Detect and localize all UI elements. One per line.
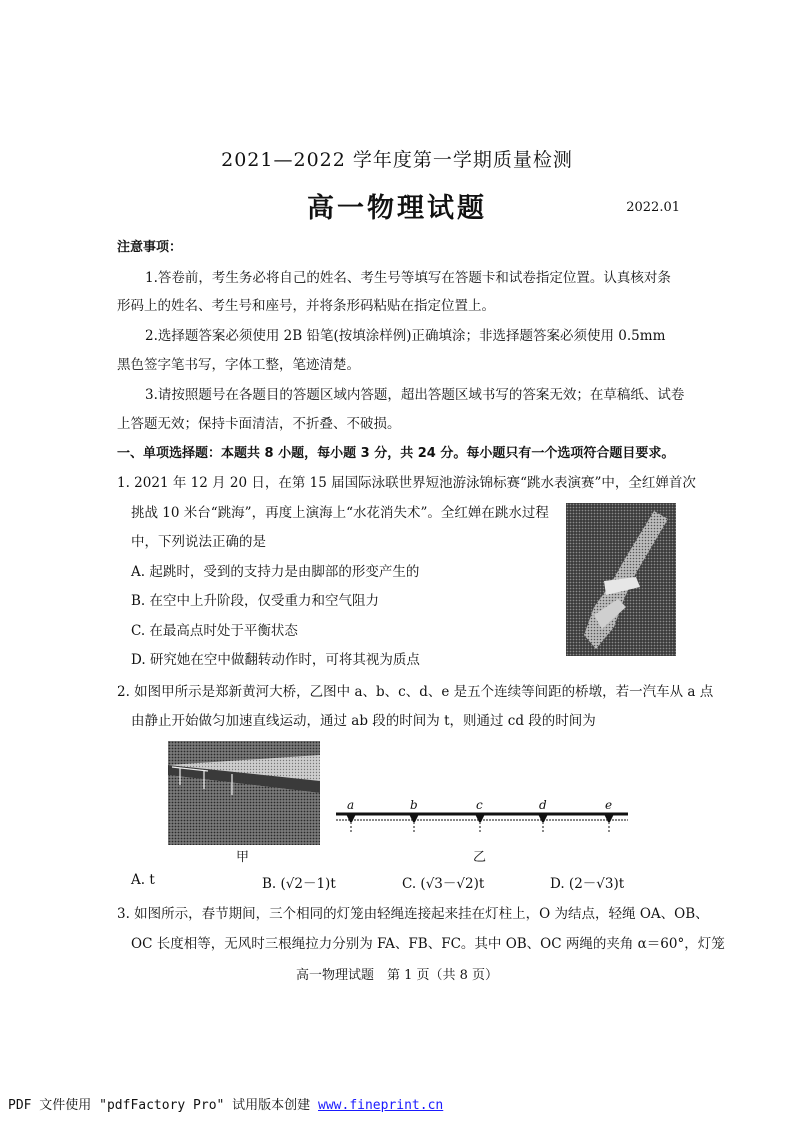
notice-item-2-line-2: 黑色签字笔书写，字体工整，笔迹清楚。 <box>117 357 360 373</box>
diver-photo <box>566 503 676 656</box>
q3-stem-line-2: OC 长度相等，无风时三根绳拉力分别为 FA、FB、FC。其中 OB、OC 两绳的夹角 α＝60°，灯笼 <box>131 936 725 952</box>
pdf-watermark-text: PDF 文件使用 "pdfFactory Pro" 试用版本创建 <box>8 1098 319 1113</box>
notice-heading: 注意事项： <box>117 240 183 255</box>
q2-stem-line-2: 由静止开始做匀加速直线运动，通过 ab 段的时间为 t，则通过 cd 段的时间为 <box>131 713 596 729</box>
fineprint-link[interactable]: www.fineprint.cn <box>318 1098 444 1113</box>
pier-b <box>409 814 419 834</box>
q1-stem-line-2: 挑战 10 米台“跳海”，再度上演海上“水花消失术”。全红婵在跳水过程 <box>131 505 549 521</box>
exam-title: 高一物理试题 <box>307 193 487 224</box>
q2-stem-line-1: 2. 如图甲所示是郑新黄河大桥，乙图中 a、b、c、d、e 是五个连续等间距的桥墩，若一汽车从 a 点 <box>117 684 714 700</box>
pier-label-b: b <box>410 798 418 812</box>
q2-option-c: C. (√3－√2)t <box>402 876 485 892</box>
q2-option-d: D. (2－√3)t <box>550 876 625 892</box>
pier-e <box>604 814 614 834</box>
notice-item-1-line-2: 形码上的姓名、考生号和座号，并将条形码粘贴在指定位置上。 <box>117 298 495 314</box>
notice-item-1-line-1: 1.答卷前，考生务必将自己的姓名、考生号等填写在答题卡和试卷指定位置。认真核对条 <box>145 270 671 286</box>
section-1-heading: 一、单项选择题：本题共 8 小题，每小题 3 分，共 24 分。每小题只有一个选项符合题目要求。 <box>117 446 675 461</box>
pier-label-a: a <box>347 798 355 812</box>
exam-date: 2022.01 <box>626 200 680 215</box>
figure-a-caption: 甲 <box>236 850 250 865</box>
pier-c <box>475 814 485 834</box>
figure-b-caption: 乙 <box>473 850 487 865</box>
page-footer: 高一物理试题 第 1 页（共 8 页） <box>295 968 499 983</box>
q1-option-b: B. 在空中上升阶段，仅受重力和空气阻力 <box>131 593 380 609</box>
q1-stem-line-3: 中，下列说法正确的是 <box>131 534 266 550</box>
pier-d <box>538 814 548 834</box>
q1-option-a: A. 起跳时，受到的支持力是由脚部的形变产生的 <box>131 564 420 580</box>
q1-stem-line-1: 1. 2021 年 12 月 20 日，在第 15 届国际泳联世界短池游泳锦标赛“跳水表演赛”中，全红婵首次 <box>117 475 696 491</box>
pier-label-d: d <box>539 798 547 812</box>
exam-year-title: 2021—2022 学年度第一学期质量检测 <box>221 149 573 171</box>
q1-option-d: D. 研究她在空中做翻转动作时，可将其视为质点 <box>131 652 420 668</box>
pier-a <box>346 814 356 834</box>
notice-item-3-line-1: 3.请按照题号在各题目的答题区域内答题，超出答题区域书写的答案无效；在草稿纸、试卷 <box>145 387 685 403</box>
pier-label-c: c <box>476 798 483 812</box>
q1-option-c: C. 在最高点时处于平衡状态 <box>131 623 298 639</box>
notice-item-2-line-1: 2.选择题答案必须使用 2B 铅笔(按填涂样例)正确填涂；非选择题答案必须使用 0.5mm <box>145 328 666 344</box>
q2-option-b: B. (√2－1)t <box>262 876 336 892</box>
notice-item-3-line-2: 上答题无效；保持卡面清洁，不折叠、不破损。 <box>117 416 401 432</box>
q2-option-a: A. t <box>131 872 155 888</box>
pier-label-e: e <box>605 798 613 812</box>
bridge-photo <box>168 741 320 845</box>
q3-stem-line-1: 3. 如图所示，春节期间，三个相同的灯笼由轻绳连接起来挂在灯柱上，O 为结点，轻绳 OA、OB、 <box>117 906 709 922</box>
pdf-watermark <box>8 1094 443 1113</box>
